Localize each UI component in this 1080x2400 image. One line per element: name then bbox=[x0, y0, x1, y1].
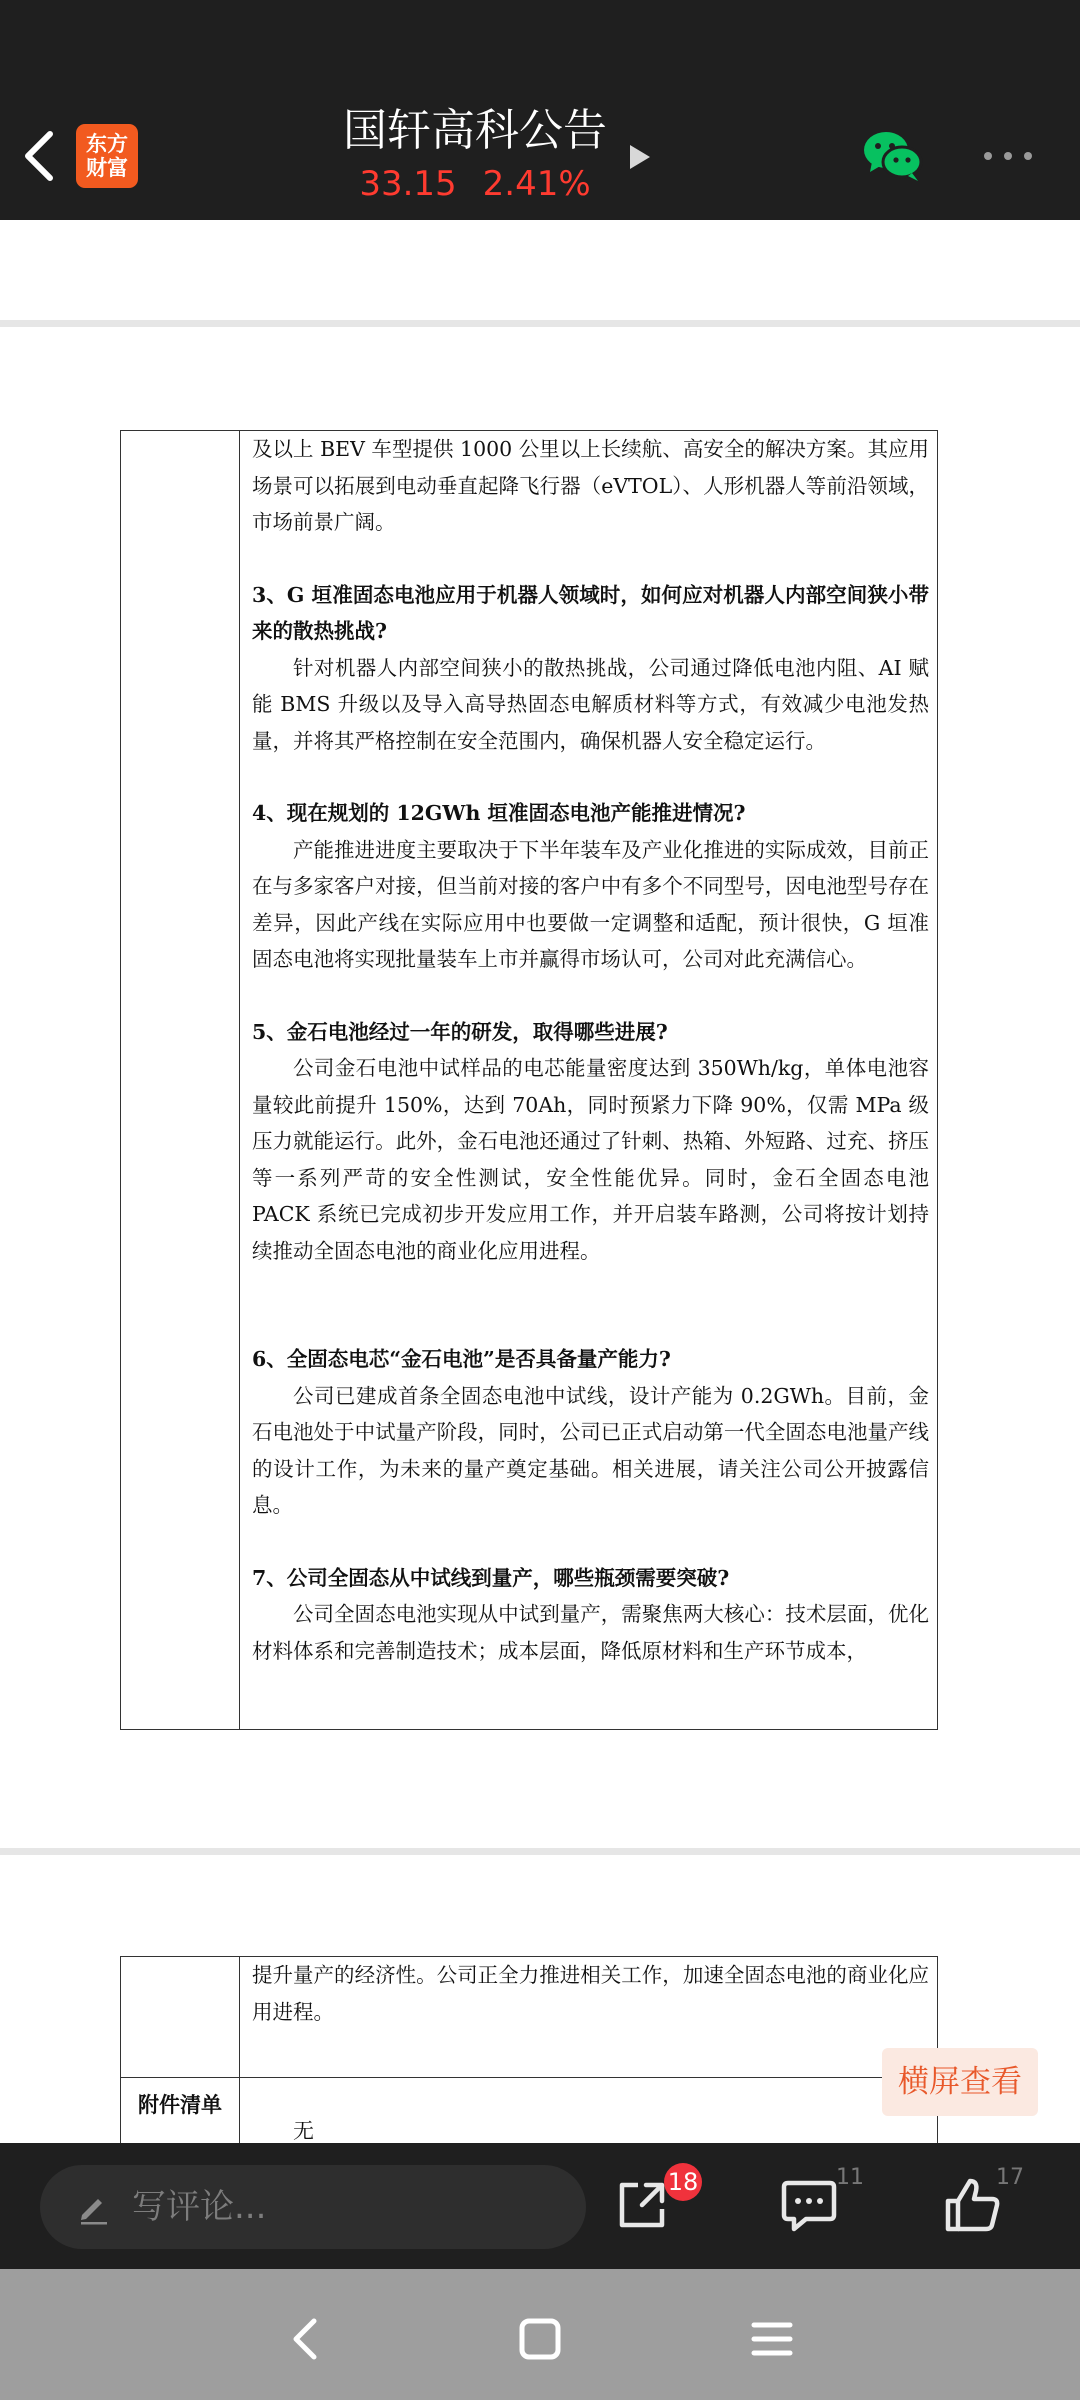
document-text-continued bbox=[252, 1957, 929, 2030]
answer-paragraph: 公司已建成首条全固态电池中试线，设计产能为 0.2GWh。目前，金石电池处于中试量产阶段，同时，公司已正式启动第一代全固态电池量产线的设计工作，为未来的量产奠定基础。相关进展，请关注公司公开披露信息。 bbox=[252, 1383, 929, 1517]
table-left-column bbox=[121, 431, 240, 1729]
share-count-badge: 18 bbox=[664, 2163, 702, 2201]
play-triangle-icon[interactable] bbox=[626, 142, 652, 172]
comment-input[interactable] bbox=[40, 2165, 586, 2249]
paragraph-gap bbox=[252, 541, 929, 577]
paragraph-gap bbox=[252, 1305, 929, 1341]
page-separator bbox=[0, 320, 1080, 327]
question-heading: 4、现在规划的 12GWh 垣准固态电池产能推进情况? bbox=[252, 801, 746, 825]
stock-quote bbox=[0, 164, 950, 204]
landscape-view-button[interactable]: 横屏查看 bbox=[882, 2048, 1038, 2116]
paragraph-gap bbox=[252, 1524, 929, 1560]
question-heading: 7、公司全固态从中试线到量产，哪些瓶颈需要突破? bbox=[252, 1565, 730, 1590]
likes-count: 17 bbox=[996, 2165, 1024, 2190]
question-heading: 6、全固态电芯“金石电池”是否具备量产能力? bbox=[252, 1347, 671, 1371]
answer-paragraph: 公司金石电池中试样品的电芯能量密度达到 350Wh/kg，单体电池容量较此前提升 150%，达到 70Ah，同时预紧力下降 90%，仅需 MPa 级压力就能运行。此外，金石电池还通过了针刺、热箱、外短路、过充、挤压等一系列严苛的安全性测试，安全性能优异。同时，金石全固态电池 PACK 系统已完成初步开发应用工作，并开启装车路测，公司将按计划持续推动全固态电池的商业化应用进程。 bbox=[252, 1056, 929, 1263]
thumbs-up-icon[interactable] bbox=[944, 2175, 1002, 2235]
wechat-share-icon[interactable] bbox=[862, 128, 924, 184]
paragraph-gap bbox=[252, 978, 929, 1014]
pencil-icon bbox=[76, 2189, 112, 2225]
paragraph-gap bbox=[252, 1269, 929, 1305]
system-menu-icon[interactable] bbox=[748, 2315, 796, 2363]
document-table-page-1 bbox=[120, 430, 938, 1730]
answer-paragraph: 及以上 BEV 车型提供 1000 公里以上长续航、高安全的解决方案。其应用场景可以拓展到电动垂直起降飞行器（eVTOL）、人形机器人等前沿领域，市场前景广阔。 bbox=[252, 437, 929, 534]
stock-change-percent: 2.41% bbox=[482, 164, 591, 204]
comments-count: 11 bbox=[836, 2165, 864, 2190]
stock-price: 33.15 bbox=[359, 164, 457, 204]
answer-paragraph: 针对机器人内部空间狭小的散热挑战，公司通过降低电池内阻、AI 赋能 BMS 升级以及导入高导热固态电解质材料等方式，有效减少电池发热量，并将其严格控制在安全范围内，确保机器人安全稳定运行。 bbox=[252, 655, 929, 753]
share-icon[interactable] bbox=[612, 2175, 672, 2235]
page-title: 国轩高科公告 bbox=[343, 105, 607, 156]
app-header bbox=[0, 0, 1080, 220]
more-options-icon[interactable] bbox=[980, 142, 1036, 170]
comment-bar bbox=[0, 2143, 1080, 2269]
system-navigation-bar bbox=[0, 2269, 1080, 2400]
answer-paragraph: 产能推进进度主要取决于下半年装车及产业化推进的实际成效，目前正在与多家客户对接，但当前对接的客户中有多个不同型号，因电池型号存在差异，因此产线在实际应用中也要做一定调整和适配，预计很快，G 垣准固态电池将实现批量装车上市并赢得市场认可，公司对此充满信心。 bbox=[252, 837, 929, 971]
comments-icon[interactable] bbox=[780, 2177, 838, 2233]
system-back-icon[interactable] bbox=[282, 2315, 330, 2363]
paragraph-gap bbox=[252, 759, 929, 795]
attachment-list-label: 附件清单 bbox=[138, 2092, 222, 2117]
logo-line-2: 财富 bbox=[86, 156, 128, 180]
document-text bbox=[252, 431, 929, 1669]
question-heading: 3、G 垣准固态电池应用于机器人领域时，如何应对机器人内部空间狭小带来的散热挑战? bbox=[252, 582, 929, 643]
answer-paragraph: 公司全固态电池实现从中试到量产，需聚焦两大核心：技术层面，优化材料体系和完善制造技术；成本层面，降低原材料和生产环节成本， bbox=[252, 1602, 929, 1663]
logo-line-1: 东方 bbox=[86, 132, 128, 156]
table-row-divider bbox=[121, 2077, 937, 2078]
attachment-list-value: 无 bbox=[293, 2119, 314, 2143]
question-heading: 5、金石电池经过一年的研发，取得哪些进展? bbox=[252, 1019, 668, 1044]
system-home-icon[interactable] bbox=[516, 2315, 564, 2363]
page-separator bbox=[0, 1848, 1080, 1855]
comment-placeholder: 写评论... bbox=[132, 2187, 267, 2227]
answer-paragraph: 提升量产的经济性。公司正全力推进相关工作，加速全固态电池的商业化应用进程。 bbox=[252, 1963, 929, 2024]
